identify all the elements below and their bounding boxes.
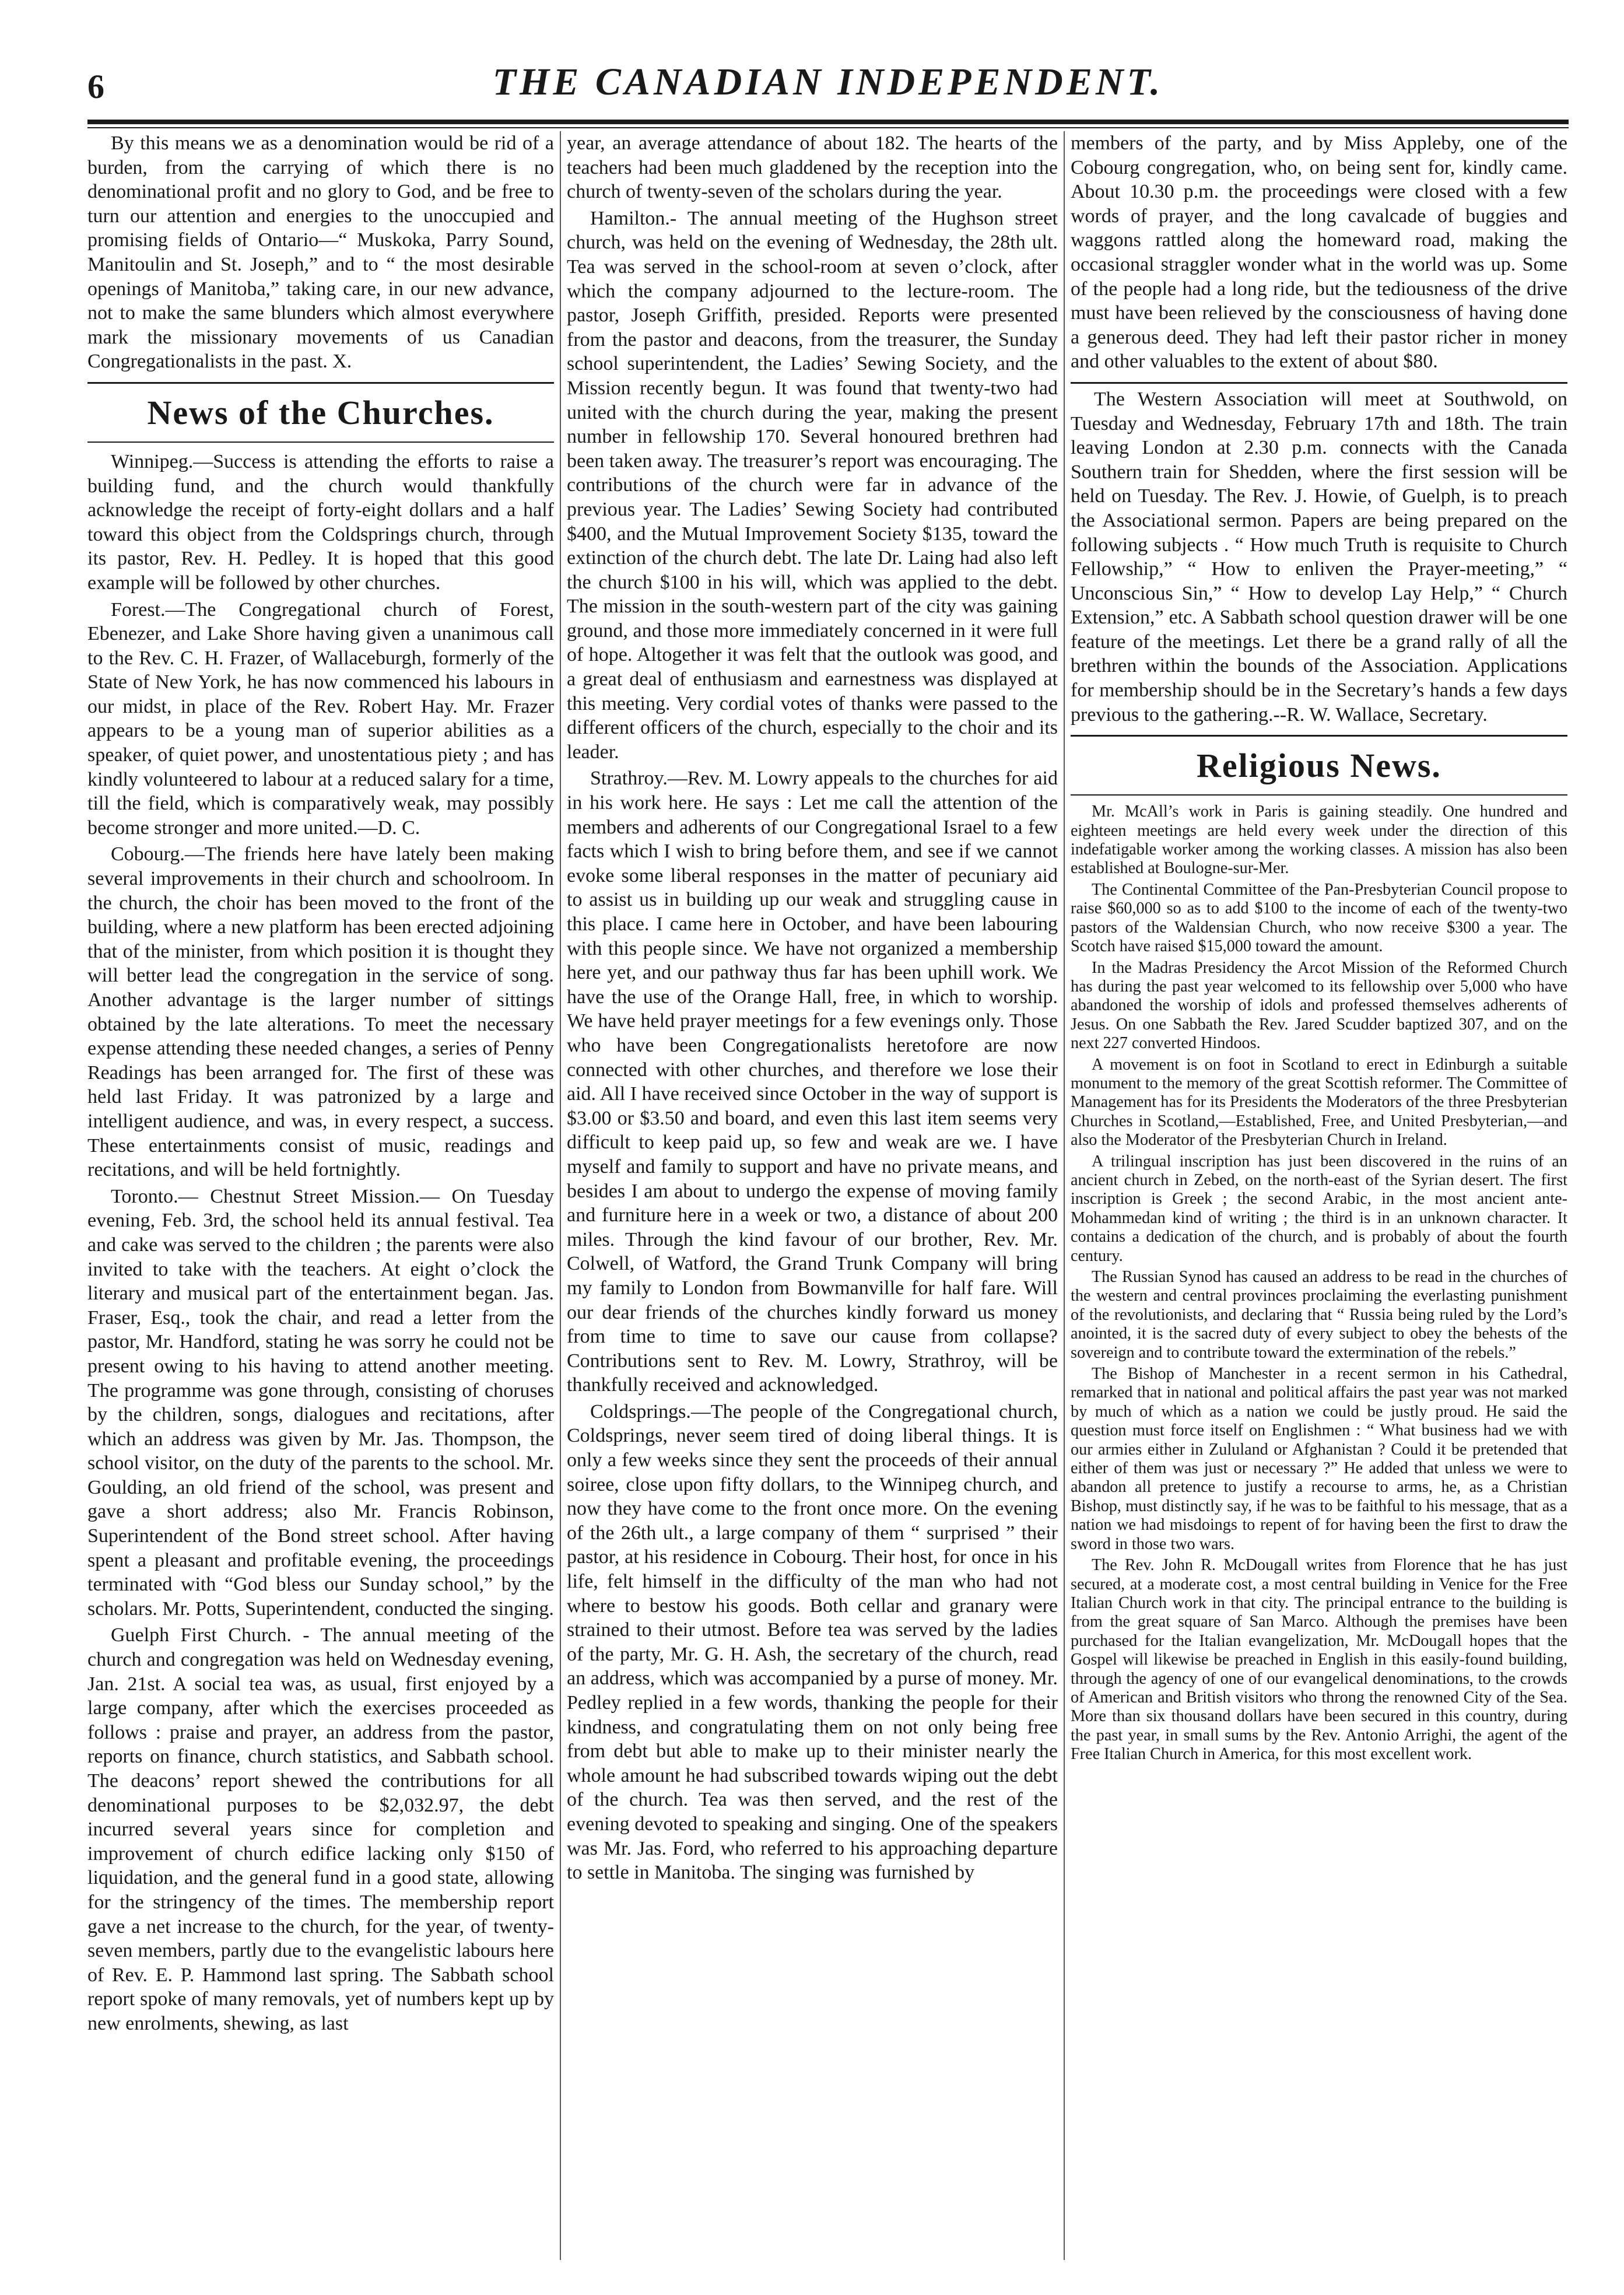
item-madras: In the Madras Presidency the Arcot Mission of the Reformed Church has during the past year welcomed to its fellowship over 5,000 who have abandoned the worship of idols and professed themselves adherents of Jesus. On one Sabbath the Rev. Jared Scudder baptized 307, and on the next 227 converted Hindoos. [1071, 958, 1567, 1053]
item-mcall: Mr. McAll’s work in Paris is gaining steadily. One hundred and eighteen meetings are held every week under the direction of this indefatigable worker among the working classes. A mission has also been established at Boulogne-sur-Mer. [1071, 803, 1567, 878]
religious-news-items [1071, 803, 1567, 1764]
column-3 [1071, 131, 1567, 2260]
page-number: 6 [87, 68, 104, 106]
section-title-news-of-churches: News of the Churches. [147, 393, 494, 432]
article-forest: Forest.—The Congregational church of Forest, Ebenezer, and Lake Shore having given a unanimous call to the Rev. C. H. Frazer, of Wallaceburgh, formerly of the State of New York, he has now commenced his labours in our midst, in place of the Rev. Robert Hay. Mr. Frazer appears to be a young man of superior abilities as a speaker, of quiet power, and unostentatious piety ; and has kindly volunteered to labour at a reduced salary for a time, till the field, which is comparatively weak, may possibly become stronger and more united.—D. C. [87, 598, 554, 839]
column-divider-1 [560, 131, 561, 2260]
article-guelph-continued: year, an average attendance of about 182. The hearts of the teachers had been much gladdened by the reception into the church of twenty-seven of the scholars during the year. [567, 132, 1058, 203]
article-cobourg: Cobourg.—The friends here have lately been making several improvements in their church and schoolroom. In the church, the choir has been moved to the front of the building, where a new platform has been erected adjoining that of the minister, from which position it is thought they will better lead the congregation in the service of song. Another advantage is the larger number of sittings obtained by the late alterations. To meet the necessary expense attending these needed changes, a series of Penny Readings has been arranged for. The first of these was held last Friday. It was patronized by a large and intelligent audience, and was, in every respect, a success. These entertainments consist of music, readings and recitations, and will be held fortnightly. [87, 843, 554, 1181]
column-divider-2 [1064, 131, 1065, 2260]
item-russian-synod: The Russian Synod has caused an address to be read in the churches of the western and central provinces proclaiming the everlasting punishment of the revolutionists, and declaring that “ Russia being ruled by the Lord’s anointed, it is the sacred duty of every subject to obey the behests of the sovereign and to contribute toward the extermination of the rebels.” [1071, 1268, 1567, 1362]
item-trilingual-inscription: A trilingual inscription has just been discovered in the ruins of an ancient church in Zebed, on the north-east of the Syrian desert. The first inscription is Greek ; the second Arabic, in the most ancient ante-Mohammedan kind of writing ; the third is in an unknown character. It contains a dedication of the church, and is probably of about the fourth century. [1071, 1152, 1567, 1265]
article-intro-text: By this means we as a denomination would be rid of a burden, from the carrying of which there is no denominational profit and no glory to God, and be free to turn our attention and energies to the unoccupied and promising fields of Ontario—“ Muskoka, Parry Sound, Manitoulin and St. Joseph,” and to “ the most desirable openings of Manitoba,” taking care, in our new advance, not to make the same blunders which almost everywhere mark the missionary movements of us Canadian Congregationalists in the past. X. [87, 132, 554, 373]
column-1 [87, 131, 554, 2260]
item-scotland-monument: A movement is on foot in Scotland to erect in Edinburgh a suitable monument to the memory of the great Scottish reformer. The Committee of Management has for its Presidents the Moderators of the three Presbyterian Churches in Scotland,—Established, Free, and United Presbyterian,—and also the Moderator of the Presbyterian Church in Ireland. [1071, 1055, 1567, 1150]
section-rule [1071, 382, 1567, 384]
article-guelph: Guelph First Church. - The annual meeting of the church and congregation was held on Wednesday evening, Jan. 21st. A social tea was, as usual, first enjoyed by a large company, after which the exercises proceeded as follows : praise and prayer, an address from the pastor, reports on finance, church statistics, and Sabbath school. The deacons’ report shewed the contributions for all denominational purposes to be $2,032.97, the debt incurred several years since for completion and improvement of church edifice lacking only $150 of liquidation, and the general fund in a good state, allowing for the stringency of the times. The membership report gave a net increase to the church, for the year, of twenty-seven members, partly due to the evangelistic labours here of Rev. E. P. Hammond last spring. The Sabbath school report spoke of many removals, yet of numbers kept up by new enrolments, shewing, as last [87, 1624, 554, 2034]
article-western-association: The Western Association will meet at Southwold, on Tuesday and Wednesday, February 17th and 18th. The train leaving London at 2.30 p.m. connects with the Canada Southern train for Shedden, where the first session will be held on Tuesday. The Rev. J. Howie, of Guelph, is to preach the Associational sermon. Papers are being prepared on the following subjects . “ How much Truth is requisite to Church Fellowship,” “ How to enliven the Prayer-meeting,” “ Unconscious Sin,” “ How to develop Lay Help,” “ Church Extension,” etc. A Sabbath school question drawer will be one feature of the meetings. Let there be a grand rally of all the brethren within the bounds of the Association. Applications for membership should be in the Secretary’s hands a few days previous to the gathering.--R. W. Wallace, Secretary. [1071, 388, 1567, 726]
section-rule [1071, 794, 1567, 796]
item-mcdougall-venice: The Rev. John R. McDougall writes from Florence that he has just secured, at a moderate cost, a most central building in Venice for the Free Italian Church work in that city. The principal entrance to the building is from the great square of San Marco. Although the premises have been purchased for the Italian evangelization, Mr. McDougall hopes that the Gospel will likewise be preached in English in this easily-found building, through the agency of one of our evangelical denominations, to the crowds of American and British visitors who throng the renowned City of the Sea. More than six thousand dollars have been secured in this country, during the past year, in small sums by the Rev. Antonio Arrighi, the agent of the Free Italian Church in America, for this most excellent work. [1071, 1556, 1567, 1764]
page-header [87, 55, 1569, 125]
section-rule [1071, 735, 1567, 737]
column-2 [567, 131, 1058, 2260]
article-coldsprings: Coldsprings.—The people of the Congregational church, Coldsprings, never seem tired of doing liberal things. It is only a few weeks since they sent the proceeds of their annual soiree, close upon fifty dollars, to the Winnipeg church, and now they have come to the front once more. On the evening of the 26th ult., a large company of them “ surprised ” their pastor, at his residence in Cobourg. Their host, for once in his life, felt himself in the difficulty of the man who had not where to bestow his goods. Both cellar and granary were strained to their utmost. Before tea was served by the ladies of the party, Mr. G. H. Ash, the secretary of the church, read an address, which was accompanied by a purse of money. Mr. Pedley replied in a few words, thanking the people for their kindness, and congratulating them on not only being free from debt but able to make up to their minister nearly the whole amount he had subscribed towards wiping out the debt of the church. Tea was then served, and the rest of the evening devoted to speaking and singing. One of the speakers was Mr. Jas. Ford, who referred to his approaching departure to settle in Manitoba. The singing was furnished by [567, 1400, 1058, 1884]
item-continental-committee: The Continental Committee of the Pan-Presbyterian Council propose to raise $60,000 so as to add $100 to the income of each of the twenty-two pastors of the Waldensian Church, who now receive $300 a year. The Scotch have raised $15,000 toward the amount. [1071, 880, 1567, 956]
section-title-religious-news: Religious News. [1197, 747, 1441, 785]
article-strathroy: Strathroy.—Rev. M. Lowry appeals to the churches for aid in his work here. He says : Let me call the attention of the members and adherents of our Congregational Israel to a few facts which I wish to bring before them, and see if we cannot evoke some liberal responses in the matter of pecuniary aid to assist us in building up our weak and struggling cause in this place. I came here in October, and have been labouring with this people since. We have not organized a membership here yet, and our pathway thus far has been uphill work. We have the use of the Orange Hall, free, in which to worship. We have held prayer meetings for a few evenings only. Those who have been Congregationalists heretofore are now connected with other churches, and therefore we lose their aid. All I have received since October in the way of support is $3.00 or $3.50 and board, and even this last item seems very difficult to keep paid up, so few and weak are we. I have myself and family to support and have no private means, and besides I am about to undergo the expense of moving family and furniture here in a week or two, a distance of about 200 miles. Through the kind favour of our brother, Rev. Mr. Colwell, of Watford, the Grand Trunk Company will bring my family to London from Bowmanville for half fare. Will our dear friends of the churches kindly forward us money from time to time to save our cause from collapse? Contributions sent to Rev. M. Lowry, Strathroy, will be thankfully received and acknowledged. [567, 768, 1058, 1396]
article-coldsprings-continued: members of the party, and by Miss Appleby, one of the Cobourg congregation, who, on being sent for, kindly came. About 10.30 p.m. the proceedings were closed with a few words of prayer, and the long cavalcade of buggies and waggons rattled along the homeward road, making the occasional straggler wonder what in the world was up. Some of the people had a long ride, but the tediousness of the drive must have been relieved by the consciousness of having done a generous deed. They had left their pastor richer in money and other valuables to the extent of about $80. [1071, 132, 1567, 373]
article-hamilton: Hamilton.- The annual meeting of the Hughson street church, was held on the evening of Wednesday, the 28th ult. Tea was served in the school-room at seven o’clock, after which the company adjourned to the lecture-room. The pastor, Joseph Griffith, presided. Reports were presented from the pastor and deacons, from the treasurer, the Sunday school superintendent, the Ladies’ Sewing Society, and the Mission recently begun. It was found that twenty-two had united with the church during the year, making the present number in fellowship 170. Several honoured brethren had been taken away. The treasurer’s report was encouraging. The contributions of the church were far in advance of the previous year. The Ladies’ Sewing Society had contributed $400, and the Mutual Improvement Society $135, toward the extinction of the church debt. The late Dr. Laing had also left the church $100 in his will, which was applied to the debt. The mission in the south-western part of the city was gaining ground, and those more immediately concerned in it were full of hope. Altogether it was felt that the outlook was good, and a great deal of enthusiasm and earnestness was displayed at this meeting. Very cordial votes of thanks were passed to the different officers of the church, especially to the choir and its leader. [567, 207, 1058, 763]
section-rule [87, 382, 554, 384]
item-bishop-manchester: The Bishop of Manchester in a recent sermon in his Cathedral, remarked that in national and political affairs the past year was not marked by much of which as a nation we could be justly proud. He said the question must force itself on Englishmen : “ What business had we with our armies either in Zululand or Afghanistan ? Could it be pretended that either of them was just or necessary ?” He added that unless we were to abandon all pretence to justify a recourse to arms, he, as a Christian Bishop, must distinctly say, if he was to be faithful to his message, that as a nation we had misdoings to repent of for having been the first to draw the sword in those two wars. [1071, 1365, 1567, 1553]
masthead-title: THE CANADIAN INDEPENDENT. [492, 61, 1164, 103]
header-rule-thin [87, 127, 1569, 128]
article-toronto: Toronto.— Chestnut Street Mission.— On Tuesday evening, Feb. 3rd, the school held its annual festival. Tea and cake was served to the children ; the parents were also invited to take with the teachers. At eight o’clock the literary and musical part of the entertainment began. Jas. Fraser, Esq., took the chair, and read a letter from the pastor, Mr. Handford, stating he was sorry he could not be present owing to his having to attend another meeting. The programme was gone through, consisting of choruses by the children, songs, dialogues and recitations, after which an address was given by Mr. Jas. Thompson, the school visitor, on the duty of the parents to the school. Mr. Goulding, an old friend of the school, was present and gave a short address; also Mr. Francis Robinson, Superintendent of the Bond street school. After having spent a pleasant and profitable evening, the proceedings terminated with “God bless our Sunday school,” by the scholars. Mr. Potts, Superintendent, conducted the singing. [87, 1185, 554, 1620]
header-rule-thick [87, 120, 1569, 124]
section-rule [87, 442, 554, 443]
article-winnipeg: Winnipeg.—Success is attending the efforts to raise a building fund, and the church would thankfully acknowledge the receipt of forty-eight dollars and a half toward this object from the Coldsprings church, through its pastor, Rev. H. Pedley. It is hoped that this good example will be followed by other churches. [87, 450, 554, 594]
